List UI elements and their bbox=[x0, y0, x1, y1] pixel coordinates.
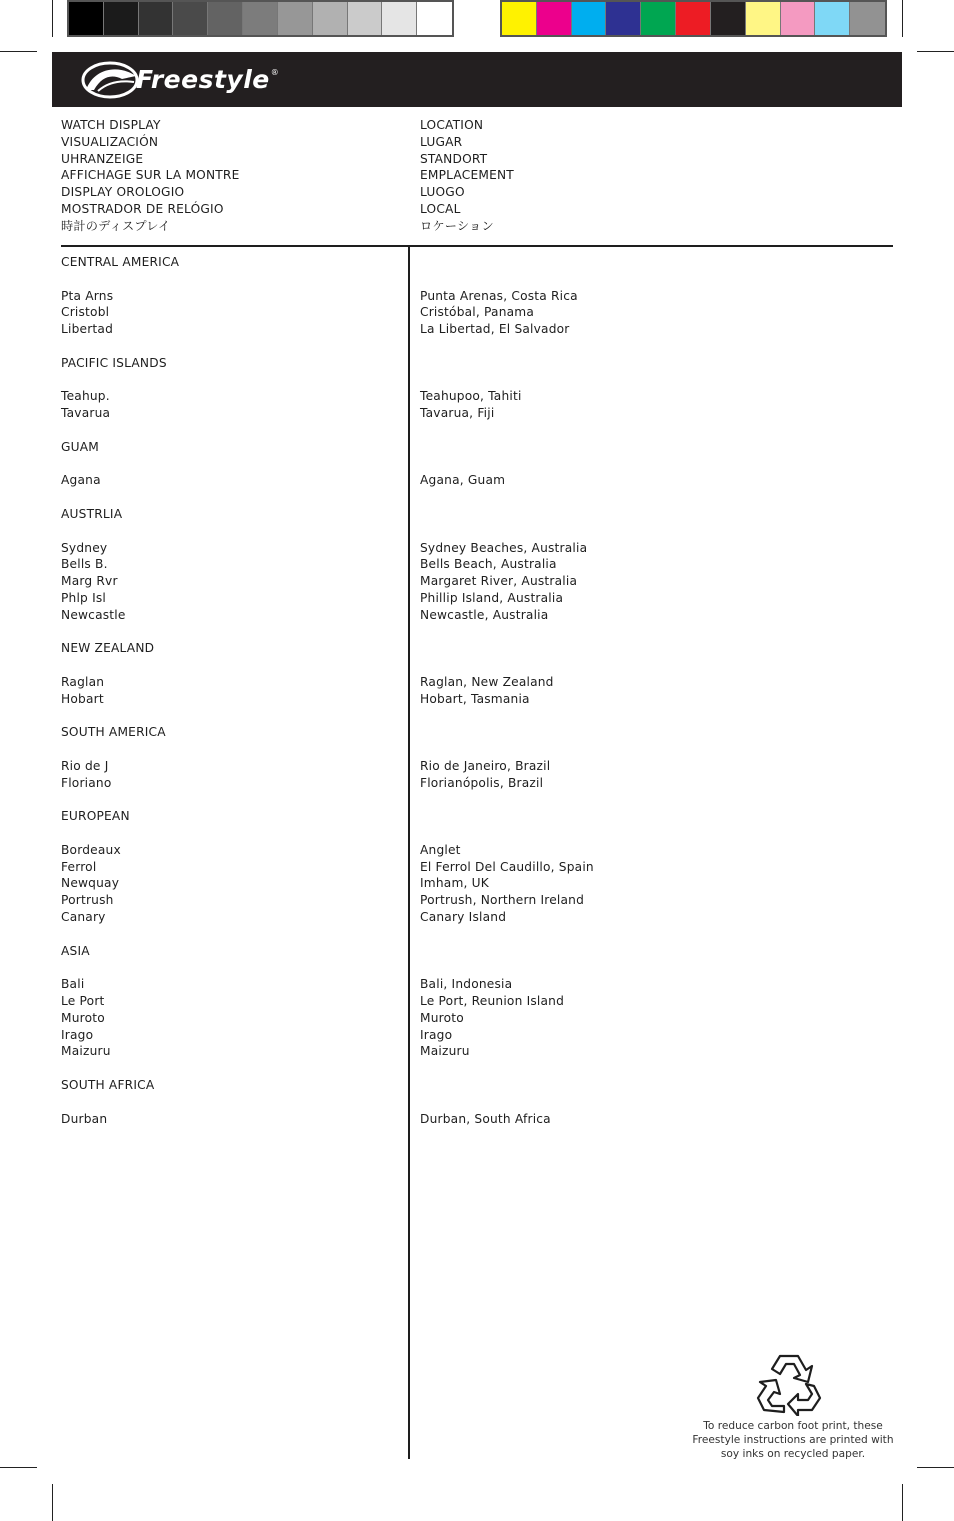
location-name: Le Port, Reunion Island bbox=[420, 994, 565, 1009]
gray-swatch bbox=[69, 2, 104, 35]
location-name bbox=[420, 355, 594, 372]
watch-display-code: Bells B. bbox=[61, 557, 108, 572]
watch-display-code bbox=[61, 456, 179, 473]
watch-display-code bbox=[61, 422, 179, 439]
watch-display-code bbox=[61, 1094, 179, 1111]
watch-display-code: Libertad bbox=[61, 322, 114, 337]
gray-swatch bbox=[173, 2, 208, 35]
color-swatch bbox=[537, 2, 572, 35]
watch-display-code: Raglan bbox=[61, 674, 105, 689]
watch-display-code: Irago bbox=[61, 1027, 94, 1042]
watch-display-heading bbox=[61, 117, 240, 235]
heading-line: LOCAL bbox=[420, 201, 461, 216]
color-swatch bbox=[711, 2, 746, 35]
region-heading: ASIA bbox=[61, 943, 90, 958]
freestyle-logo-icon bbox=[80, 60, 142, 100]
color-swatch bbox=[641, 2, 676, 35]
crop-mark bbox=[917, 1467, 954, 1468]
location-name bbox=[420, 1077, 594, 1094]
color-swatch bbox=[781, 2, 816, 35]
location-name bbox=[420, 943, 594, 960]
recycled-paper-note bbox=[686, 1419, 900, 1461]
region-heading: EUROPEAN bbox=[61, 809, 130, 824]
crop-mark bbox=[902, 1484, 903, 1521]
heading-line: LUOGO bbox=[420, 185, 465, 200]
watch-display-code bbox=[61, 708, 179, 725]
gray-swatch bbox=[139, 2, 174, 35]
heading-line: UHRANZEIGE bbox=[61, 151, 144, 166]
watch-display-code bbox=[61, 657, 179, 674]
color-swatch bbox=[572, 2, 607, 35]
location-name bbox=[420, 825, 594, 842]
watch-display-code: Tavarua bbox=[61, 406, 111, 421]
location-name: Teahupoo, Tahiti bbox=[420, 389, 522, 404]
watch-display-code: Rio de J bbox=[61, 758, 109, 773]
location-name: Anglet bbox=[420, 842, 461, 857]
recycle-icon bbox=[754, 1350, 824, 1416]
location-name: Agana, Guam bbox=[420, 473, 506, 488]
location-name bbox=[420, 489, 594, 506]
gray-swatch bbox=[278, 2, 313, 35]
location-column bbox=[420, 254, 594, 1127]
location-name: Cristóbal, Panama bbox=[420, 305, 535, 320]
watch-display-code: Agana bbox=[61, 473, 101, 488]
location-name: Maizuru bbox=[420, 1044, 470, 1059]
color-swatch bbox=[606, 2, 641, 35]
heading-line: STANDORT bbox=[420, 151, 488, 166]
location-name: El Ferrol Del Caudillo, Spain bbox=[420, 859, 594, 874]
watch-display-code: Ferrol bbox=[61, 859, 97, 874]
gray-swatch bbox=[417, 2, 452, 35]
gray-swatch bbox=[313, 2, 348, 35]
location-name bbox=[420, 254, 594, 271]
heading-divider bbox=[61, 245, 893, 247]
location-name bbox=[420, 959, 594, 976]
location-name bbox=[420, 624, 594, 641]
region-heading: CENTRAL AMERICA bbox=[61, 255, 180, 269]
location-name bbox=[420, 657, 594, 674]
location-name bbox=[420, 808, 594, 825]
location-name: Bells Beach, Australia bbox=[420, 557, 557, 572]
region-heading: SOUTH AFRICA bbox=[61, 1078, 155, 1093]
location-name: Portrush, Northern Ireland bbox=[420, 893, 585, 908]
location-name bbox=[420, 792, 594, 809]
location-name bbox=[420, 708, 594, 725]
watch-display-code: Cristobl bbox=[61, 305, 110, 320]
watch-display-code bbox=[61, 926, 179, 943]
watch-display-code bbox=[61, 624, 179, 641]
heading-line: EMPLACEMENT bbox=[420, 168, 514, 183]
region-heading: PACIFIC ISLANDS bbox=[61, 355, 167, 370]
crop-mark bbox=[0, 1467, 37, 1468]
watch-display-code: Teahup. bbox=[61, 389, 110, 404]
location-name: Bali, Indonesia bbox=[420, 977, 513, 992]
location-name: Phillip Island, Australia bbox=[420, 590, 564, 605]
brand-name: Freestyle bbox=[136, 65, 270, 94]
watch-display-code bbox=[61, 523, 179, 540]
watch-display-code: Canary bbox=[61, 910, 106, 925]
note-line: To reduce carbon foot print, these bbox=[703, 1420, 883, 1432]
heading-line: WATCH DISPLAY bbox=[61, 118, 161, 132]
region-heading: GUAM bbox=[61, 439, 100, 454]
location-name bbox=[420, 439, 594, 456]
heading-line: ロケーション bbox=[420, 218, 494, 233]
location-name: Canary Island bbox=[420, 910, 507, 925]
watch-display-code bbox=[61, 1060, 179, 1077]
location-name: Imham, UK bbox=[420, 876, 489, 891]
color-swatch bbox=[502, 2, 537, 35]
location-name bbox=[420, 724, 594, 741]
watch-display-code bbox=[61, 372, 179, 389]
gray-swatch bbox=[243, 2, 278, 35]
region-heading: AUSTRLIA bbox=[61, 506, 123, 521]
watch-display-code bbox=[61, 489, 179, 506]
grayscale-color-bar bbox=[67, 0, 454, 37]
watch-display-code: Phlp Isl bbox=[61, 590, 107, 605]
watch-display-code: Bali bbox=[61, 977, 85, 992]
location-name: Florianópolis, Brazil bbox=[420, 775, 544, 790]
registered-mark: ® bbox=[270, 68, 279, 77]
watch-display-code: Bordeaux bbox=[61, 842, 121, 857]
location-name: Muroto bbox=[420, 1010, 464, 1025]
location-name bbox=[420, 741, 594, 758]
heading-line: AFFICHAGE SUR LA MONTRE bbox=[61, 168, 240, 183]
location-name: Irago bbox=[420, 1027, 453, 1042]
location-name: Tavarua, Fiji bbox=[420, 406, 495, 421]
watch-display-code: Portrush bbox=[61, 893, 114, 908]
location-name bbox=[420, 1060, 594, 1077]
location-name: Durban, South Africa bbox=[420, 1111, 551, 1126]
watch-display-code: Hobart bbox=[61, 691, 104, 706]
watch-display-code: Newcastle bbox=[61, 607, 126, 622]
crop-mark bbox=[52, 1484, 53, 1521]
color-swatch bbox=[850, 2, 885, 35]
watch-display-code: Muroto bbox=[61, 1010, 105, 1025]
watch-display-code bbox=[61, 825, 179, 842]
heading-line: 時計のディスプレイ bbox=[61, 218, 171, 233]
location-name: Hobart, Tasmania bbox=[420, 691, 530, 706]
location-name bbox=[420, 372, 594, 389]
watch-display-column bbox=[61, 254, 179, 1127]
location-name bbox=[420, 271, 594, 288]
crop-mark bbox=[0, 51, 37, 52]
heading-line: LUGAR bbox=[420, 134, 463, 149]
watch-display-code: Marg Rvr bbox=[61, 574, 118, 589]
region-heading: NEW ZEALAND bbox=[61, 641, 155, 656]
location-name bbox=[420, 422, 594, 439]
location-name: Sydney Beaches, Australia bbox=[420, 540, 588, 555]
watch-display-code: Durban bbox=[61, 1111, 108, 1126]
location-name bbox=[420, 1094, 594, 1111]
location-name bbox=[420, 338, 594, 355]
gray-swatch bbox=[104, 2, 139, 35]
location-name: Rio de Janeiro, Brazil bbox=[420, 758, 551, 773]
color-swatch bbox=[815, 2, 850, 35]
watch-display-code bbox=[61, 792, 179, 809]
location-heading bbox=[420, 117, 514, 235]
watch-display-code bbox=[61, 338, 179, 355]
region-heading: SOUTH AMERICA bbox=[61, 725, 166, 740]
location-name bbox=[420, 456, 594, 473]
color-swatch bbox=[746, 2, 781, 35]
heading-line: DISPLAY OROLOGIO bbox=[61, 185, 185, 200]
location-name: La Libertad, El Salvador bbox=[420, 322, 570, 337]
note-line: Freestyle instructions are printed with bbox=[692, 1434, 894, 1446]
gray-swatch bbox=[208, 2, 243, 35]
watch-display-code: Pta Arns bbox=[61, 288, 114, 303]
crop-mark bbox=[902, 0, 903, 37]
heading-line: MOSTRADOR DE RELÓGIO bbox=[61, 201, 224, 216]
location-name bbox=[420, 523, 594, 540]
gray-swatch bbox=[382, 2, 417, 35]
location-name bbox=[420, 640, 594, 657]
watch-display-code: Floriano bbox=[61, 775, 112, 790]
watch-display-code: Le Port bbox=[61, 994, 105, 1009]
watch-display-code: Newquay bbox=[61, 876, 120, 891]
location-name bbox=[420, 506, 594, 523]
watch-display-code: Maizuru bbox=[61, 1044, 111, 1059]
location-name: Raglan, New Zealand bbox=[420, 674, 554, 689]
color-swatch bbox=[676, 2, 711, 35]
location-name: Margaret River, Australia bbox=[420, 574, 578, 589]
watch-display-code: Sydney bbox=[61, 540, 108, 555]
location-name bbox=[420, 926, 594, 943]
watch-display-code bbox=[61, 959, 179, 976]
location-name: Newcastle, Australia bbox=[420, 607, 549, 622]
watch-display-code bbox=[61, 741, 179, 758]
heading-line: VISUALIZACIÓN bbox=[61, 134, 159, 149]
crop-mark bbox=[52, 0, 53, 37]
note-line: soy inks on recycled paper. bbox=[720, 1448, 866, 1460]
location-name: Punta Arenas, Costa Rica bbox=[420, 288, 578, 303]
process-color-bar bbox=[500, 0, 887, 37]
gray-swatch bbox=[348, 2, 383, 35]
watch-display-code bbox=[61, 271, 179, 288]
heading-line: LOCATION bbox=[420, 118, 484, 132]
column-divider bbox=[408, 246, 410, 1459]
brand-header bbox=[52, 52, 902, 107]
crop-mark bbox=[917, 51, 954, 52]
